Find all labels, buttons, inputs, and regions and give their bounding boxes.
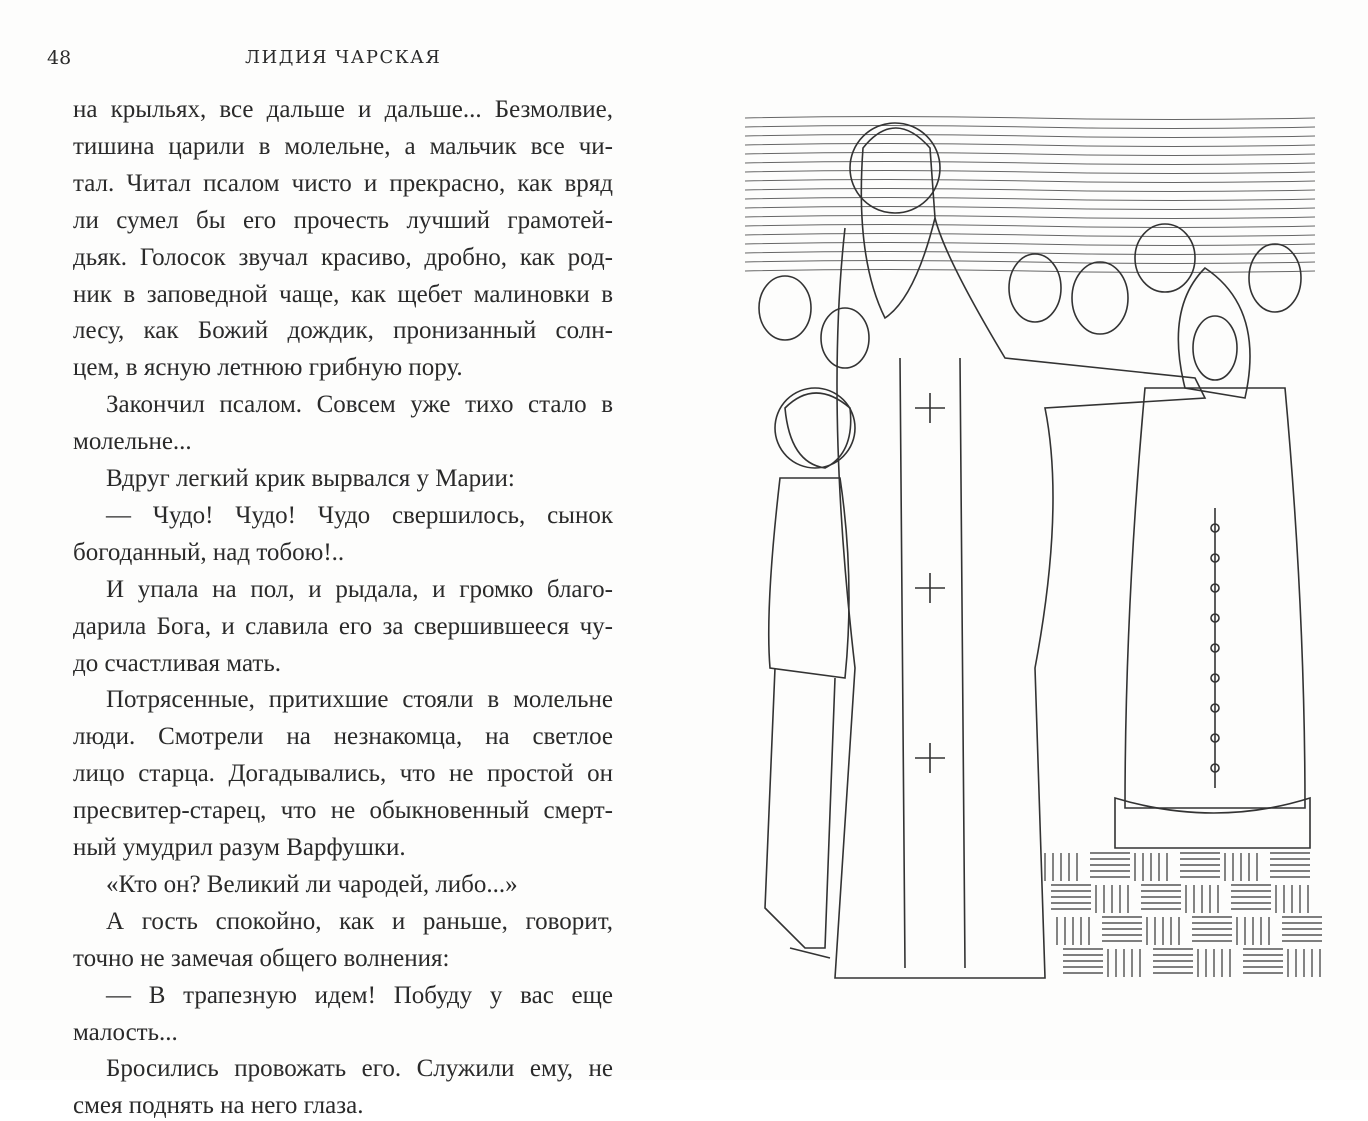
text-line: ник в заповедной чаще, как щебет малиновки в: [73, 280, 613, 308]
text-line: — В трапезную идем! Побуду у вас еще: [106, 981, 613, 1009]
text-line: И упала на пол, и рыдала, и громко благо-: [106, 575, 613, 603]
text-line: Закончил псалом. Совсем уже тихо стало в: [106, 391, 613, 419]
text-line: лицо старца. Догадывались, что не простой он: [73, 760, 613, 788]
text-line: молельне...: [73, 428, 192, 456]
text-line: цем, в ясную летнюю грибную пору.: [73, 354, 463, 382]
text-line: до счастливая мать.: [73, 649, 281, 677]
text-line: дьяк. Голосок звучал красиво, дробно, как род-: [73, 243, 613, 271]
text-line: тишина царили в молельне, а мальчик все чи-: [73, 132, 613, 160]
text-line: Бросились провожать его. Служили ему, не: [106, 1055, 613, 1083]
mother-figure: [1115, 268, 1310, 848]
sky-hatching: [745, 117, 1315, 273]
text-line: — Чудо! Чудо! Чудо свершилось, сынок: [106, 501, 613, 529]
text-line: «Кто он? Великий ли чародей, либо...»: [106, 870, 518, 898]
text-line: пресвитер-старец, что не обыкновенный смерт-: [73, 797, 613, 825]
illustration-elder-blessing-boy: [745, 108, 1315, 983]
text-line: на крыльях, все дальше и дальше... Безмолвие,: [73, 96, 613, 123]
text-line: лесу, как Божий дождик, пронизанный солн-: [73, 317, 613, 345]
text-line: А гость спокойно, как и раньше, говорит,: [106, 907, 613, 935]
text-line: смея поднять на него глаза.: [73, 1092, 364, 1120]
floor-tiles: [1045, 853, 1322, 977]
text-line: люди. Смотрели на незнакомца, на светлое: [73, 723, 613, 751]
running-title: ЛИДИЯ ЧАРСКАЯ: [245, 47, 442, 68]
text-line: ли сумел бы его прочесть лучший грамотей-: [73, 206, 613, 234]
text-line: дарила Бога, и славила его за свершившееся чу-: [73, 612, 613, 640]
text-line: Вдруг легкий крик вырвался у Марии:: [106, 465, 515, 492]
text-line: Потрясенные, притихшие стояли в молельне: [106, 686, 613, 714]
text-line: малость...: [73, 1018, 178, 1046]
text-line: тал. Читал псалом чисто и прекрасно, как вряд: [73, 169, 613, 197]
text-line: точно не замечая общего волнения:: [73, 944, 450, 972]
text-line: богоданный, над тобою!..: [73, 538, 345, 566]
text-line: ный умудрил разум Варфушки.: [73, 834, 406, 861]
page-number: 48: [47, 47, 72, 69]
